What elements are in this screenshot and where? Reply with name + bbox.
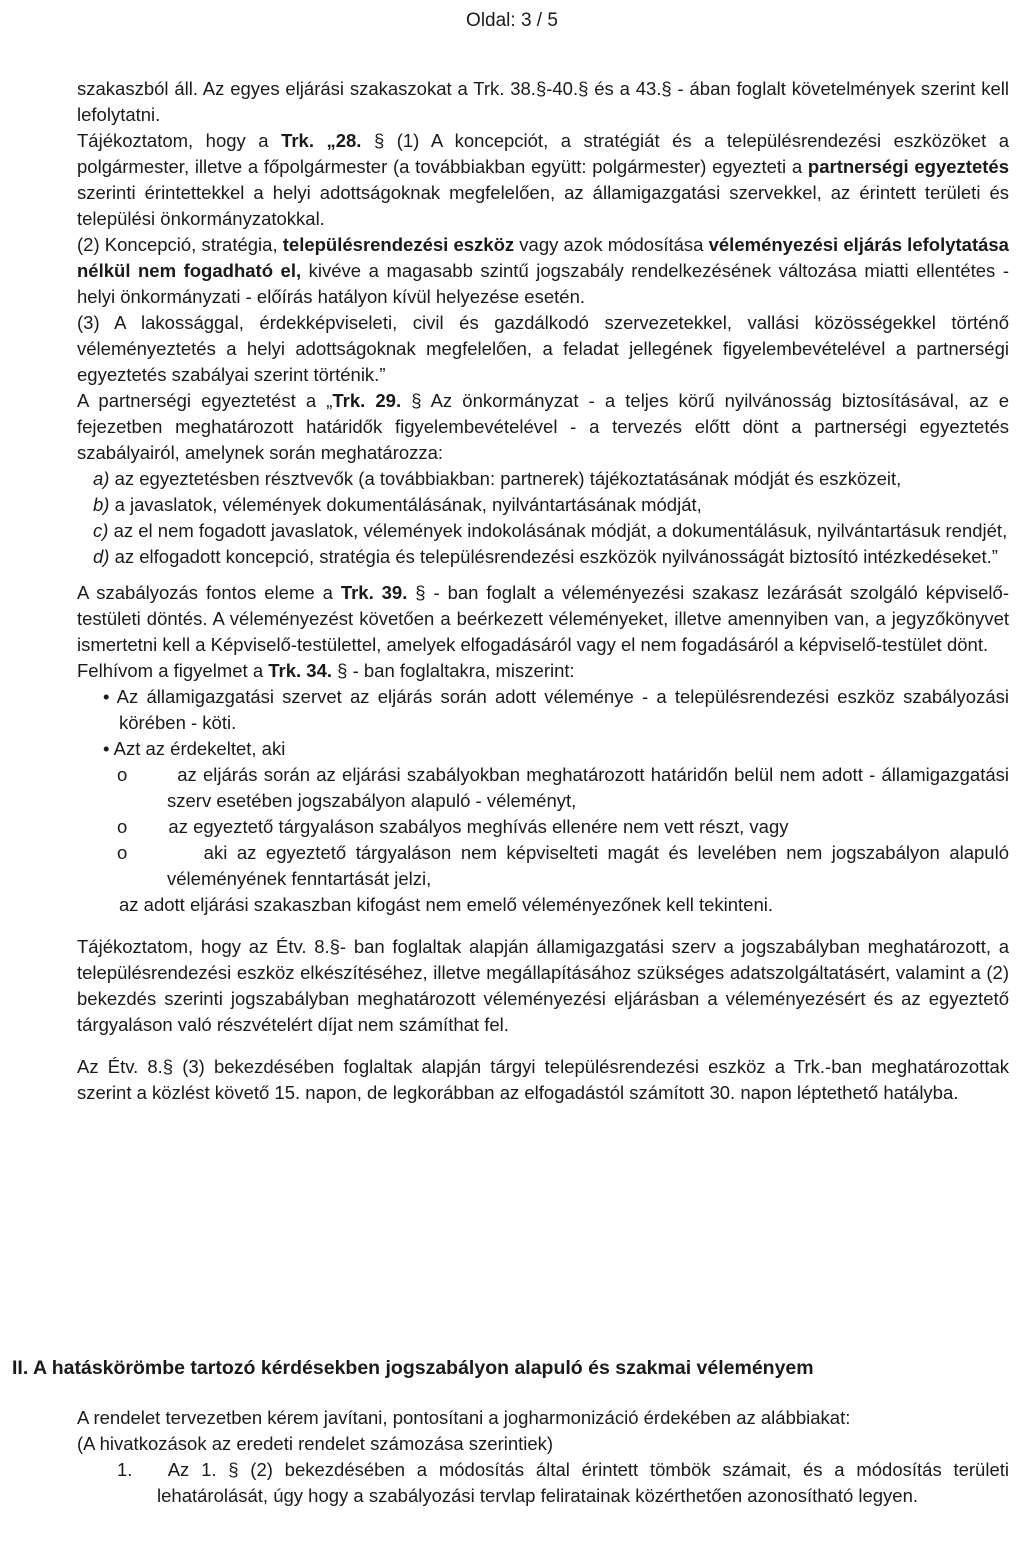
text-run: § (1) A koncepciót, a stratégiát és a településrendezési eszközöket a polgármester, illetve a főpolgármester (a továbbiakban együtt: polgármester) egyezteti a xyxy=(77,130,1009,177)
list-item xyxy=(93,518,1009,544)
list-item-text: a javaslatok, vélemények dokumentálásának, nyilvántartásának módját, xyxy=(114,494,702,515)
circle-bullet-icon: o xyxy=(117,816,128,837)
paragraph xyxy=(77,658,1009,684)
list-item xyxy=(93,544,1009,570)
bullet-item xyxy=(103,684,1009,736)
text-run: Felhívom a figyelmet a xyxy=(77,660,269,681)
list-item-text: az el nem fogadott javaslatok, vélemények indokolásának módját, a dokumentálásuk, nyilvántartásuk rendjét, xyxy=(113,520,1008,541)
list-item xyxy=(93,492,1009,518)
text-run: szerinti érintettekkel a helyi adottságoknak megfelelően, az államigazgatási szervekkel, az érintett területi és települési önkormányzatokkal. xyxy=(77,182,1009,229)
text-run-bold: Trk. „28. xyxy=(281,130,362,151)
text-run-bold: Trk. 29. xyxy=(332,390,402,411)
text-run: § - ban foglaltakra, miszerint: xyxy=(332,660,575,681)
bullet-dot-icon: • xyxy=(103,686,110,707)
text-run-bold: Trk. 34. xyxy=(268,660,333,681)
paragraph: szakaszból áll. Az egyes eljárási szakaszokat a Trk. 38.§-40.§ és a 43.§ - ában foglalt követelmények szerint kell lefolytatni. xyxy=(77,78,1009,125)
section-heading: II. A hatáskörömbe tartozó kérdésekben jogszabályon alapuló és szakmai véleményem xyxy=(12,1357,814,1379)
paragraph: Az Étv. 8.§ (3) bekezdésében foglaltak alapján tárgyi településrendezési eszköz a Trk.-ban meghatározottak szerint a közlést követő 15. napon, de legkorábban az elfogadástól számított 30. napon léptethető hatályba. xyxy=(77,1056,1009,1103)
list-marker: a) xyxy=(93,468,110,489)
text-run: vagy azok módosítása xyxy=(514,234,709,255)
numbered-item xyxy=(117,1457,1009,1509)
sub-bullet-item xyxy=(117,814,1009,840)
paragraph: (A hivatkozások az eredeti rendelet számozása szerintiek) xyxy=(77,1433,554,1454)
bullet-dot-icon: • xyxy=(103,738,110,759)
list-marker: d) xyxy=(93,546,110,567)
list-item-text: az egyeztetésben résztvevők (a továbbiakban: partnerek) tájékoztatásának módját és eszközeit, xyxy=(114,468,902,489)
list-marker: 1. xyxy=(117,1459,133,1480)
text-run: kivéve a magasabb szintű jogszabály rendelkezésének változása miatti ellentétes - helyi önkormányzati - előírás hatályon kívül helyezése esetén. xyxy=(77,260,1010,307)
bullet-text: Azt az érdekeltet, aki xyxy=(113,738,286,759)
text-run: Tájékoztatom, hogy a xyxy=(77,130,282,151)
list-item-text: az elfogadott koncepció, stratégia és településrendezési eszközök nyilvánosságát biztosító intézkedéseket.” xyxy=(114,546,998,567)
bullet-item xyxy=(103,736,1009,762)
list-marker: c) xyxy=(93,520,109,541)
text-run: § Az önkormányzat - a teljes körű nyilvánosság biztosításával, az e fejezetben meghatározott határidők figyelembevételével - a tervezés előtt dönt a partnerségi egyeztetés szabályairól, amelynek során meghatározza: xyxy=(77,390,1009,463)
page-number: Oldal: 3 / 5 xyxy=(466,10,558,31)
sub-bullet-text: az egyeztető tárgyaláson szabályos meghívás ellenére nem vett részt, vagy xyxy=(168,816,789,837)
text-run: A szabályozás fontos eleme a xyxy=(77,582,341,603)
numbered-item-text: Az 1. § (2) bekezdésében a módosítás által érintett tömbök számait, és a módosítás területi lehatárolását, úgy hogy a szabályozási tervlap feliratainak közérthetően azonosítható legyen. xyxy=(157,1459,1009,1506)
document-body xyxy=(77,76,1009,1106)
paragraph: Tájékoztatom, hogy az Étv. 8.§- ban foglaltak alapján államigazgatási szerv a jogszabályban meghatározott, a településrendezési eszköz elkészítéséhez, illetve megállapításához szükséges adatszolgáltatásért, valamint a (2) bekezdés szerinti jogszabályban meghatározott véleményezési eljárásban a véleményezésért és az egyeztető tárgyaláson való részvételért díjat nem számíthat fel. xyxy=(77,936,1009,1035)
paragraph xyxy=(77,388,1009,466)
text-run: A partnerségi egyeztetést a „ xyxy=(77,390,333,411)
paragraph: (3) A lakossággal, érdekképviseleti, civil és gazdálkodó szervezetekkel, vallási közösségekkel történő véleményeztetés a helyi adottságoknak megfelelően, a feladat jellegének figyelembevételével a partnerségi egyeztetés szabályai szerint történik.” xyxy=(77,312,1009,385)
circle-bullet-icon: o xyxy=(117,842,128,863)
list-item xyxy=(93,466,1009,492)
circle-bullet-icon: o xyxy=(117,764,128,785)
list-marker: b) xyxy=(93,494,110,515)
text-run-bold: véleményezési eljárás lefolytatása nélkül nem fogadható el, xyxy=(77,234,1009,281)
paragraph: az adott eljárási szakaszban kifogást nem emelő véleményezőnek kell tekinteni. xyxy=(119,894,774,915)
text-run: (2) Koncepció, stratégia, xyxy=(77,234,283,255)
sub-bullet-text: az eljárás során az eljárási szabályokban meghatározott határidőn belül nem adott - államigazgatási szerv esetében jogszabályon alapuló - véleményt, xyxy=(167,764,1009,811)
sub-bullet-item xyxy=(117,762,1009,814)
text-run: § - ban foglalt a véleményezési szakasz lezárását szolgáló képviselő-testületi döntés. A véleményezést követően a beérkezett véleményeket, illetve amennyiben van, a jegyzőkönyvet ismertetni kell a Képviselő-testülettel, amelyek elfogadásáról vagy el nem fogadásáról a képviselő-testület dönt. xyxy=(77,582,1009,655)
sub-bullet-text: aki az egyeztető tárgyaláson nem képviselteti magát és levelében nem jogszabályon alapuló véleményének fenntartását jelzi, xyxy=(167,842,1009,889)
paragraph xyxy=(77,580,1009,658)
text-run-bold: partnerségi egyeztetés xyxy=(807,156,1009,177)
bullet-text: Az államigazgatási szervet az eljárás során adott véleménye - a településrendezési eszköz szabályozási körében - köti. xyxy=(116,686,1009,733)
text-run-bold: településrendezési eszköz xyxy=(282,234,515,255)
paragraph xyxy=(77,128,1009,232)
text-run-bold: Trk. 39. xyxy=(340,582,408,603)
paragraph: A rendelet tervezetben kérem javítani, pontosítani a jogharmonizáció érdekében az alábbiakat: xyxy=(77,1407,851,1428)
paragraph xyxy=(77,232,1009,310)
sub-bullet-item xyxy=(117,840,1009,892)
section-body xyxy=(77,1405,1009,1509)
